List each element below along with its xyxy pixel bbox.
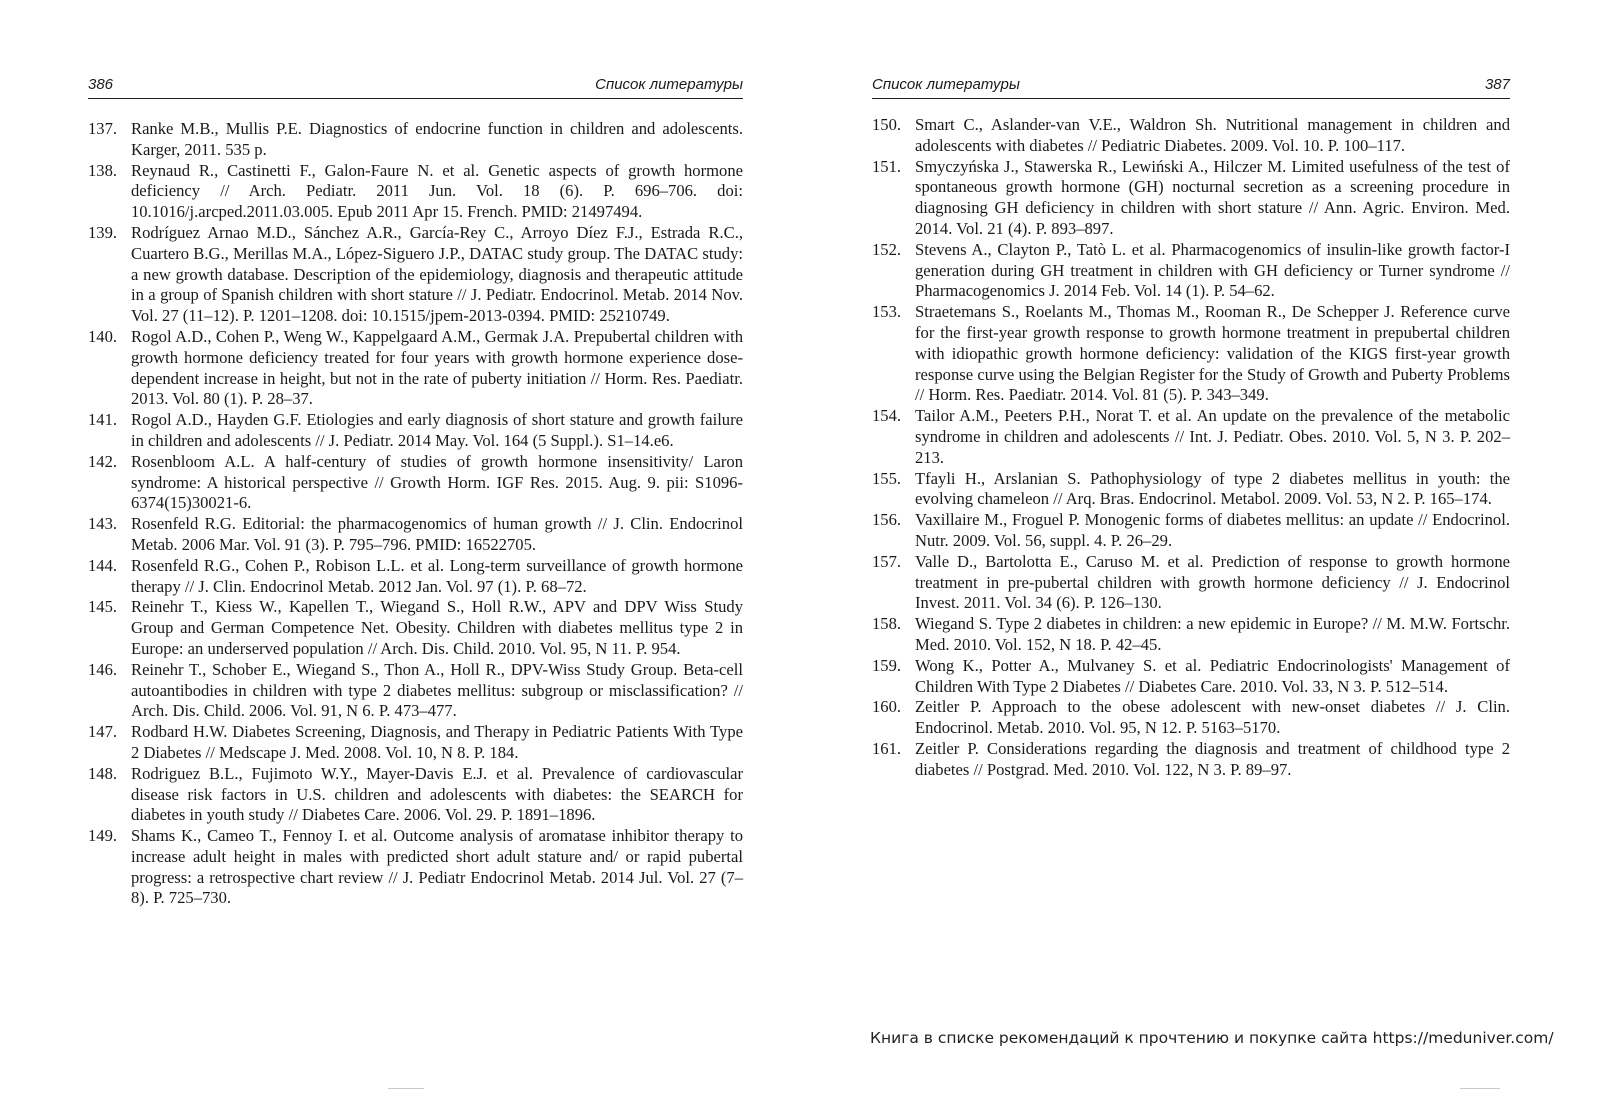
reference-item	[88, 722, 743, 764]
reference-text: Tfayli H., Arslanian S. Pathophysiology of type 2 diabetes mellitus in youth: the evolving chameleon // Arq. Bras. Endocrinol. Metabol. 2009. Vol. 53, N 2. P. 165–174.	[915, 468, 1510, 509]
reference-text: Rodbard H.W. Diabetes Screening, Diagnosis, and Therapy in Pediatric Patients With Type 2 Diabetes // Medscape J. Med. 2008. Vol. 10, N 8. P. 184.	[131, 722, 743, 762]
reference-number: 157.	[872, 551, 902, 571]
reference-number: 151.	[872, 156, 902, 176]
reference-item	[872, 302, 1510, 406]
reference-text: Zeitler P. Approach to the obese adolescent with new-onset diabetes // J. Clin. Endocrinol. Metab. 2010. Vol. 95, N 12. P. 5163–5170.	[915, 697, 1510, 738]
reference-item	[872, 656, 1510, 698]
reference-number: 149.	[88, 826, 118, 846]
reference-text: Rosenfeld R.G., Cohen P., Robison L.L. et al. Long-term surveillance of growth hormone therapy // J. Clin. Endocrinol Metab. 2012 Jan. Vol. 97 (1). P. 68–72.	[131, 555, 743, 596]
footer-note: Книга в списке рекомендаций к прочтению и покупке сайта https://meduniver.com/	[870, 1029, 1554, 1047]
page-number: 386	[88, 76, 114, 93]
running-head	[872, 74, 1510, 99]
reference-number: 141.	[88, 410, 118, 430]
reference-number: 156.	[872, 510, 902, 530]
reference-number: 161.	[872, 738, 902, 758]
reference-number: 144.	[88, 555, 118, 575]
reference-text: Reynaud R., Castinetti F., Galon-Faure N. et al. Genetic aspects of growth hormone deficiency // Arch. Pediatr. 2011 Jun. Vol. 18 (6). P. 696–706. doi: 10.1016/j.arcped.2011.03.005. Epub 2011 Apr 15. French. PMID: 21497494.	[131, 160, 743, 222]
reference-number: 153.	[872, 302, 902, 322]
reference-number: 147.	[88, 722, 118, 742]
reference-text: Smart C., Aslander-van V.E., Waldron Sh. Nutritional management in children and adolescents with diabetes // Pediatric Diabetes. 2009. Vol. 10. P. 100–117.	[915, 115, 1510, 155]
reference-number: 154.	[872, 406, 902, 426]
reference-number: 158.	[872, 614, 902, 634]
reference-list	[872, 115, 1510, 781]
reference-text: Vaxillaire M., Froguel P. Monogenic forms of diabetes mellitus: an update // Endocrinol. Nutr. 2009. Vol. 56, suppl. 4. P. 26–29.	[915, 510, 1510, 550]
reference-text: Reinehr T., Schober E., Wiegand S., Thon A., Holl R., DPV-Wiss Study Group. Beta-cell autoantibodies in children with type 2 diabetes mellitus: subgroup or misclassification? // Arch. Dis. Child. 2006. Vol. 91, N 6. P. 473–477.	[131, 659, 743, 721]
reference-text: Rogol A.D., Cohen P., Weng W., Kappelgaard A.M., Germak J.A. Prepubertal children with growth hormone deficiency treated for four years with growth hormone experience dose-dependent increase in height, but not in the rate of puberty initiation // Horm. Res. Paediatr. 2013. Vol. 80 (1). P. 28–37.	[131, 326, 743, 409]
reference-number: 160.	[872, 697, 902, 717]
reference-number: 138.	[88, 160, 118, 180]
reference-item	[872, 697, 1510, 739]
reference-text: Rodríguez Arnao M.D., Sánchez A.R., García-Rey C., Arroyo Díez F.J., Estrada R.C., Cuartero B.G., Merillas M.A., López-Siguero J.P., DATAC study group. The DATAC study: a new growth database. Description of the epidemiology, diagnosis and therapeutic attitude in a group of Spanish children with short stature // J. Pediatr. Endocrinol. Metab. 2014 Nov. Vol. 27 (11–12). P. 1201–1208. doi: 10.1515/jpem-2013-0394. PMID: 25210749.	[131, 222, 743, 326]
reference-number: 140.	[88, 326, 118, 346]
running-title: Список литературы	[872, 76, 1020, 93]
reference-text: Shams K., Cameo T., Fennoy I. et al. Outcome analysis of aromatase inhibitor therapy to increase adult height in males with predicted short adult stature and/ or rapid pubertal progress: a retrospective chart review // J. Pediatr Endocrinol Metab. 2014 Jul. Vol. 27 (7–8). P. 725–730.	[131, 826, 743, 908]
reference-number: 159.	[872, 655, 902, 675]
reference-item	[88, 119, 743, 161]
reference-text: Tailor A.M., Peeters P.H., Norat T. et al. An update on the prevalence of the metabolic syndrome in children and adolescents // Int. J. Pediatr. Obes. 2010. Vol. 5, N 3. P. 202–213.	[915, 406, 1510, 467]
reference-item	[88, 452, 743, 514]
reference-text: Rosenfeld R.G. Editorial: the pharmacogenomics of human growth // J. Clin. Endocrinol Metab. 2006 Mar. Vol. 91 (3). P. 795–796. PMID: 16522705.	[131, 514, 743, 554]
reference-item	[88, 764, 743, 826]
reference-text: Smyczyńska J., Stawerska R., Lewiński A., Hilczer M. Limited usefulness of the test of spontaneous growth hormone (GH) nocturnal secretion as a screening procedure in diagnosing GH deficiency in children with short stature // Ann. Agric. Environ. Med. 2014. Vol. 21 (4). P. 893–897.	[915, 156, 1510, 238]
running-head	[88, 74, 743, 99]
reference-text: Rogol A.D., Hayden G.F. Etiologies and early diagnosis of short stature and growth failure in children and adolescents // J. Pediatr. 2014 May. Vol. 164 (5 Suppl.). S1–14.e6.	[131, 410, 743, 450]
reference-number: 139.	[88, 222, 118, 242]
reference-item	[872, 510, 1510, 552]
reference-item	[88, 410, 743, 452]
reference-list	[88, 119, 743, 909]
reference-item	[872, 115, 1510, 157]
scan-artifact	[1460, 1088, 1500, 1089]
reference-item	[88, 556, 743, 598]
reference-text: Ranke M.B., Mullis P.E. Diagnostics of endocrine function in children and adolescents. Karger, 2011. 535 p.	[131, 119, 743, 159]
reference-text: Rosenbloom A.L. A half-century of studies of growth hormone insensitivity/ Laron syndrome: A historical perspective // Growth Horm. IGF Res. 2015. Aug. 9. pii: S1096-6374(15)30021-6.	[131, 451, 743, 513]
reference-item	[88, 223, 743, 327]
reference-item	[88, 327, 743, 410]
reference-text: Wiegand S. Type 2 diabetes in children: a new epidemic in Europe? // M. M.W. Fortschr. Med. 2010. Vol. 152, N 18. P. 42–45.	[915, 614, 1510, 654]
reference-text: Stevens A., Clayton P., Tatò L. et al. Pharmacogenomics of insulin-like growth factor-I generation during GH treatment in children with GH deficiency or Turner syndrome // Pharmacogenomics J. 2014 Feb. Vol. 14 (1). P. 54–62.	[915, 239, 1510, 301]
reference-item	[872, 157, 1510, 240]
reference-number: 146.	[88, 659, 118, 679]
reference-text: Valle D., Bartolotta E., Caruso M. et al. Prediction of response to growth hormone treatment in pre-pubertal children with growth hormone deficiency // J. Endocrinol Invest. 2011. Vol. 34 (6). P. 126–130.	[915, 551, 1510, 613]
reference-number: 143.	[88, 514, 118, 534]
reference-item	[88, 826, 743, 909]
reference-item	[872, 552, 1510, 614]
reference-number: 145.	[88, 597, 118, 617]
reference-item	[872, 469, 1510, 511]
reference-item	[872, 614, 1510, 656]
running-title: Список литературы	[595, 76, 743, 93]
reference-text: Wong K., Potter A., Mulvaney S. et al. Pediatric Endocrinologists' Management of Children With Type 2 Diabetes // Diabetes Care. 2010. Vol. 33, N 3. P. 512–514.	[915, 655, 1510, 696]
reference-text: Rodriguez B.L., Fujimoto W.Y., Mayer-Davis E.J. et al. Prevalence of cardiovascular disease risk factors in U.S. children and adolescents with diabetes: the SEARCH for diabetes in youth study // Diabetes Care. 2006. Vol. 29. P. 1891–1896.	[131, 763, 743, 825]
reference-item	[88, 660, 743, 722]
reference-number: 155.	[872, 468, 902, 488]
reference-item	[88, 514, 743, 556]
reference-number: 152.	[872, 239, 902, 259]
reference-number: 148.	[88, 763, 118, 783]
reference-item	[88, 597, 743, 659]
reference-item	[872, 406, 1510, 468]
reference-item	[872, 240, 1510, 302]
reference-text: Zeitler P. Considerations regarding the diagnosis and treatment of childhood type 2 diabetes // Postgrad. Med. 2010. Vol. 122, N 3. P. 89–97.	[915, 738, 1510, 779]
reference-item	[88, 161, 743, 223]
page-number: 387	[1484, 76, 1510, 93]
reference-number: 142.	[88, 451, 118, 471]
reference-text: Straetemans S., Roelants M., Thomas M., Rooman R., De Schepper J. Reference curve for the first-year growth response to growth hormone treatment in prepubertal children with idiopathic growth hormone deficiency: validation of the KIGS first-year growth response curve using the Belgian Register for the Study of Growth and Puberty Problems // Horm. Res. Paediatr. 2014. Vol. 81 (5). P. 343–349.	[915, 302, 1510, 405]
reference-item	[872, 739, 1510, 781]
reference-text: Reinehr T., Kiess W., Kapellen T., Wiegand S., Holl R.W., APV and DPV Wiss Study Group and German Competence Net. Obesity. Children with diabetes mellitus type 2 in Europe: an underserved population // Arch. Dis. Child. 2010. Vol. 95, N 11. P. 954.	[131, 597, 743, 658]
scan-artifact	[388, 1088, 424, 1089]
reference-number: 137.	[88, 119, 118, 138]
reference-number: 150.	[872, 115, 902, 134]
